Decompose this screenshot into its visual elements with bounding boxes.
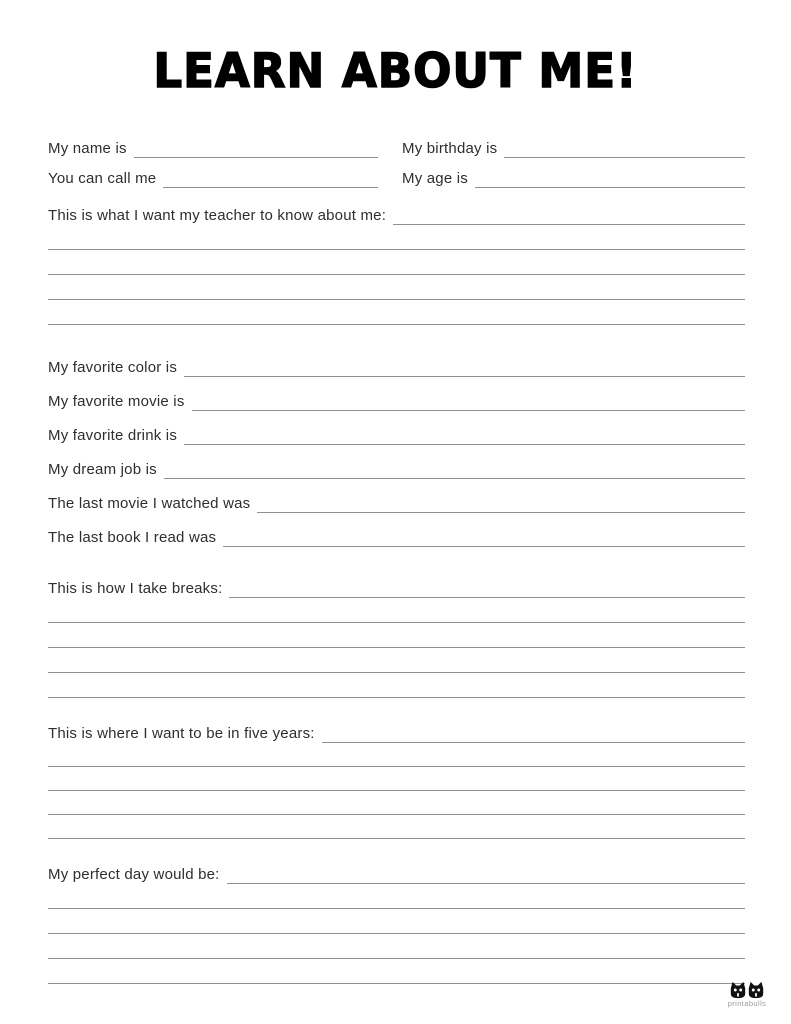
name-field xyxy=(48,136,378,158)
writing-line[interactable] xyxy=(48,697,745,698)
last-movie-field xyxy=(48,491,745,513)
five-years-input-line[interactable] xyxy=(322,721,745,743)
writing-line[interactable] xyxy=(48,274,745,275)
call-me-field-label: You can call me xyxy=(48,170,157,187)
last-book-input-line[interactable] xyxy=(223,525,745,547)
bulldog-logo-icon xyxy=(728,981,766,999)
writing-line[interactable] xyxy=(48,933,745,934)
perfect-day-input-line[interactable] xyxy=(227,862,745,884)
writing-line[interactable] xyxy=(48,958,745,959)
breaks-prompt-label: This is how I take breaks: xyxy=(48,580,223,597)
favorite-drink-input-line[interactable] xyxy=(184,423,745,445)
teacher-prompt-label: This is what I want my teacher to know about me: xyxy=(48,207,387,224)
writing-line[interactable] xyxy=(48,838,745,839)
writing-line[interactable] xyxy=(48,299,745,300)
birthday-input-line[interactable] xyxy=(504,136,745,158)
favorite-color-label: My favorite color is xyxy=(48,359,178,376)
call-me-field xyxy=(48,166,378,188)
writing-line[interactable] xyxy=(48,814,745,815)
five-years-section xyxy=(48,721,745,839)
writing-line[interactable] xyxy=(48,672,745,673)
birthday-field xyxy=(402,136,745,158)
writing-line[interactable] xyxy=(48,249,745,250)
breaks-prompt-row xyxy=(48,576,745,598)
name-input-line[interactable] xyxy=(134,136,378,158)
last-movie-label: The last movie I watched was xyxy=(48,495,251,512)
writing-line[interactable] xyxy=(48,647,745,648)
writing-line[interactable] xyxy=(48,790,745,791)
page-title: LEARN ABOUT ME! xyxy=(153,44,638,99)
favorite-color-input-line[interactable] xyxy=(184,355,745,377)
writing-line[interactable] xyxy=(48,622,745,623)
favorite-drink-label: My favorite drink is xyxy=(48,427,178,444)
single-line-fields xyxy=(48,355,745,559)
printabulls-logo xyxy=(715,981,779,1008)
writing-line[interactable] xyxy=(48,324,745,325)
favorite-drink-field xyxy=(48,423,745,445)
age-field-label: My age is xyxy=(402,170,468,187)
age-field xyxy=(402,166,745,188)
call-me-input-line[interactable] xyxy=(163,166,378,188)
breaks-section xyxy=(48,576,745,698)
teacher-section xyxy=(48,203,745,325)
teacher-input-line[interactable] xyxy=(393,203,745,225)
age-input-line[interactable] xyxy=(475,166,745,188)
favorite-movie-field xyxy=(48,389,745,411)
favorite-movie-label: My favorite movie is xyxy=(48,393,185,410)
dream-job-field xyxy=(48,457,745,479)
breaks-input-line[interactable] xyxy=(229,576,745,598)
perfect-day-prompt-row xyxy=(48,862,745,884)
last-book-label: The last book I read was xyxy=(48,529,217,546)
dream-job-label: My dream job is xyxy=(48,461,157,478)
header-fields xyxy=(48,136,745,188)
brand-name: printabulls xyxy=(727,999,767,1008)
writing-line[interactable] xyxy=(48,908,745,909)
teacher-prompt-row xyxy=(48,203,745,225)
favorite-movie-input-line[interactable] xyxy=(192,389,745,411)
writing-line[interactable] xyxy=(48,766,745,767)
five-years-prompt-label: This is where I want to be in five years: xyxy=(48,725,315,742)
last-book-field xyxy=(48,525,745,547)
perfect-day-prompt-label: My perfect day would be: xyxy=(48,866,220,883)
birthday-field-label: My birthday is xyxy=(402,140,498,157)
writing-line[interactable] xyxy=(48,983,745,984)
favorite-color-field xyxy=(48,355,745,377)
five-years-prompt-row xyxy=(48,721,745,743)
last-movie-input-line[interactable] xyxy=(257,491,745,513)
name-field-label: My name is xyxy=(48,140,127,157)
perfect-day-section xyxy=(48,862,745,984)
dream-job-input-line[interactable] xyxy=(164,457,745,479)
